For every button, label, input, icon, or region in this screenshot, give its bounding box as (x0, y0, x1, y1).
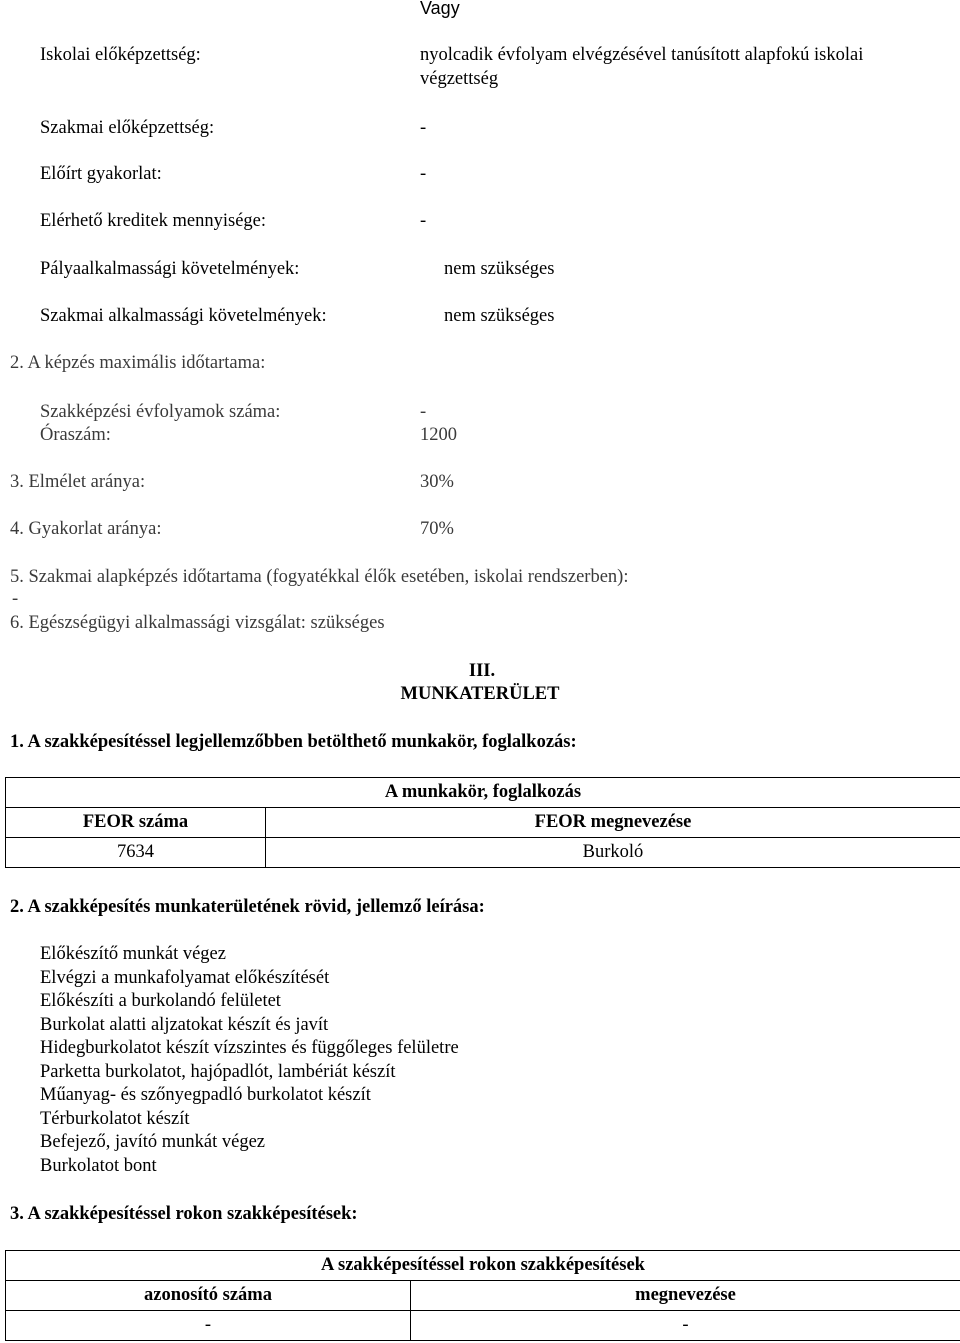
feor-megnevezese-header: FEOR megnevezése (266, 808, 960, 838)
szakmai-alkalmassagi-value: nem szükséges (444, 306, 555, 326)
evfolyamok-value: - (420, 402, 427, 422)
feor-name-cell: Burkoló (266, 838, 960, 868)
oraszam-value: 1200 (420, 425, 457, 445)
vagy-label: Vagy (420, 0, 460, 18)
rokon-heading: 3. A szakképesítéssel rokon szakképesítések: (10, 1204, 358, 1224)
rokon-table-header: A szakképesítéssel rokon szakképesítések (6, 1251, 960, 1281)
palyaalkalmassagi-label: Pályaalkalmassági követelmények: (40, 259, 300, 279)
chapter-title: MUNKATERÜLET (400, 684, 560, 704)
eloirt-gyakorlat-value: - (420, 164, 427, 184)
kreditek-label: Elérhető kreditek mennyisége: (40, 211, 267, 231)
azonosito-header: azonosító száma (6, 1281, 411, 1311)
list-item: Hidegburkolatot készít vízszintes és függőleges felületre (40, 1038, 459, 1058)
szakmai-alkalmassagi-label: Szakmai alkalmassági követelmények: (40, 306, 327, 326)
szakmai-elokepzettseg-value: - (420, 118, 427, 138)
iskolai-elokepzettseg-value-line2: végzettség (420, 69, 499, 89)
list-item: Előkészíti a burkolandó felületet (40, 991, 281, 1011)
elmelet-aranya-value: 30% (420, 472, 454, 492)
chapter-number: III. (468, 661, 496, 681)
iskolai-elokepzettseg-label: Iskolai előképzettség: (40, 45, 201, 65)
iskolai-elokepzettseg-value-line1: nyolcadik évfolyam elvégzésével tanúsított alapfokú iskolai (420, 45, 864, 65)
list-item: Burkolat alatti aljzatokat készít és javít (40, 1014, 329, 1035)
feor-szama-header: FEOR száma (6, 808, 266, 838)
list-item: Előkészítő munkát végez (40, 944, 226, 964)
munkakor-table-header: A munkakör, foglalkozás (6, 778, 960, 808)
kreditek-value: - (420, 211, 427, 231)
palyaalkalmassagi-value: nem szükséges (444, 259, 555, 279)
list-item: Műanyag- és szőnyegpadló burkolatot készít (40, 1085, 371, 1105)
leiras-heading: 2. A szakképesítés munkaterületének rövid, jellemző leírása: (10, 897, 485, 917)
munkakor-heading: 1. A szakképesítéssel legjellemzőbben betölthető munkakör, foglalkozás: (10, 732, 577, 752)
rokon-table (5, 1250, 960, 1341)
evfolyamok-label: Szakképzési évfolyamok száma: (40, 402, 281, 422)
kepzes-idotartam-heading: 2. A képzés maximális időtartama: (10, 353, 266, 373)
list-item: Térburkolatot készít (40, 1108, 190, 1129)
list-item: Burkolatot bont (40, 1155, 157, 1176)
rokon-name-cell: - (411, 1311, 960, 1341)
gyakorlat-aranya-label: 4. Gyakorlat aránya: (10, 519, 162, 539)
rokon-id-cell: - (6, 1311, 411, 1341)
alapkepzes-idotartam-label: 5. Szakmai alapképzés időtartama (fogyatékkal élők esetében, iskolai rendszerben): (10, 567, 629, 587)
elmelet-aranya-label: 3. Elmélet aránya: (10, 472, 146, 492)
alapkepzes-idotartam-value: - (12, 589, 19, 609)
munkakor-table (5, 777, 960, 868)
table-row (6, 1311, 960, 1341)
feor-code-cell: 7634 (6, 838, 266, 868)
leiras-list (40, 943, 459, 1178)
egeszsegugyi-vizsgalat: 6. Egészségügyi alkalmassági vizsgálat: szükséges (10, 613, 385, 633)
oraszam-label: Óraszám: (40, 425, 111, 445)
table-row (6, 838, 960, 868)
list-item: Elvégzi a munkafolyamat előkészítését (40, 967, 330, 988)
gyakorlat-aranya-value: 70% (420, 519, 454, 539)
eloirt-gyakorlat-label: Előírt gyakorlat: (40, 164, 162, 184)
list-item: Parketta burkolatot, hajópadlót, lambériát készít (40, 1061, 396, 1082)
szakmai-elokepzettseg-label: Szakmai előképzettség: (40, 118, 215, 138)
megnevezese-header: megnevezése (411, 1281, 960, 1311)
list-item: Befejező, javító munkát végez (40, 1132, 265, 1152)
